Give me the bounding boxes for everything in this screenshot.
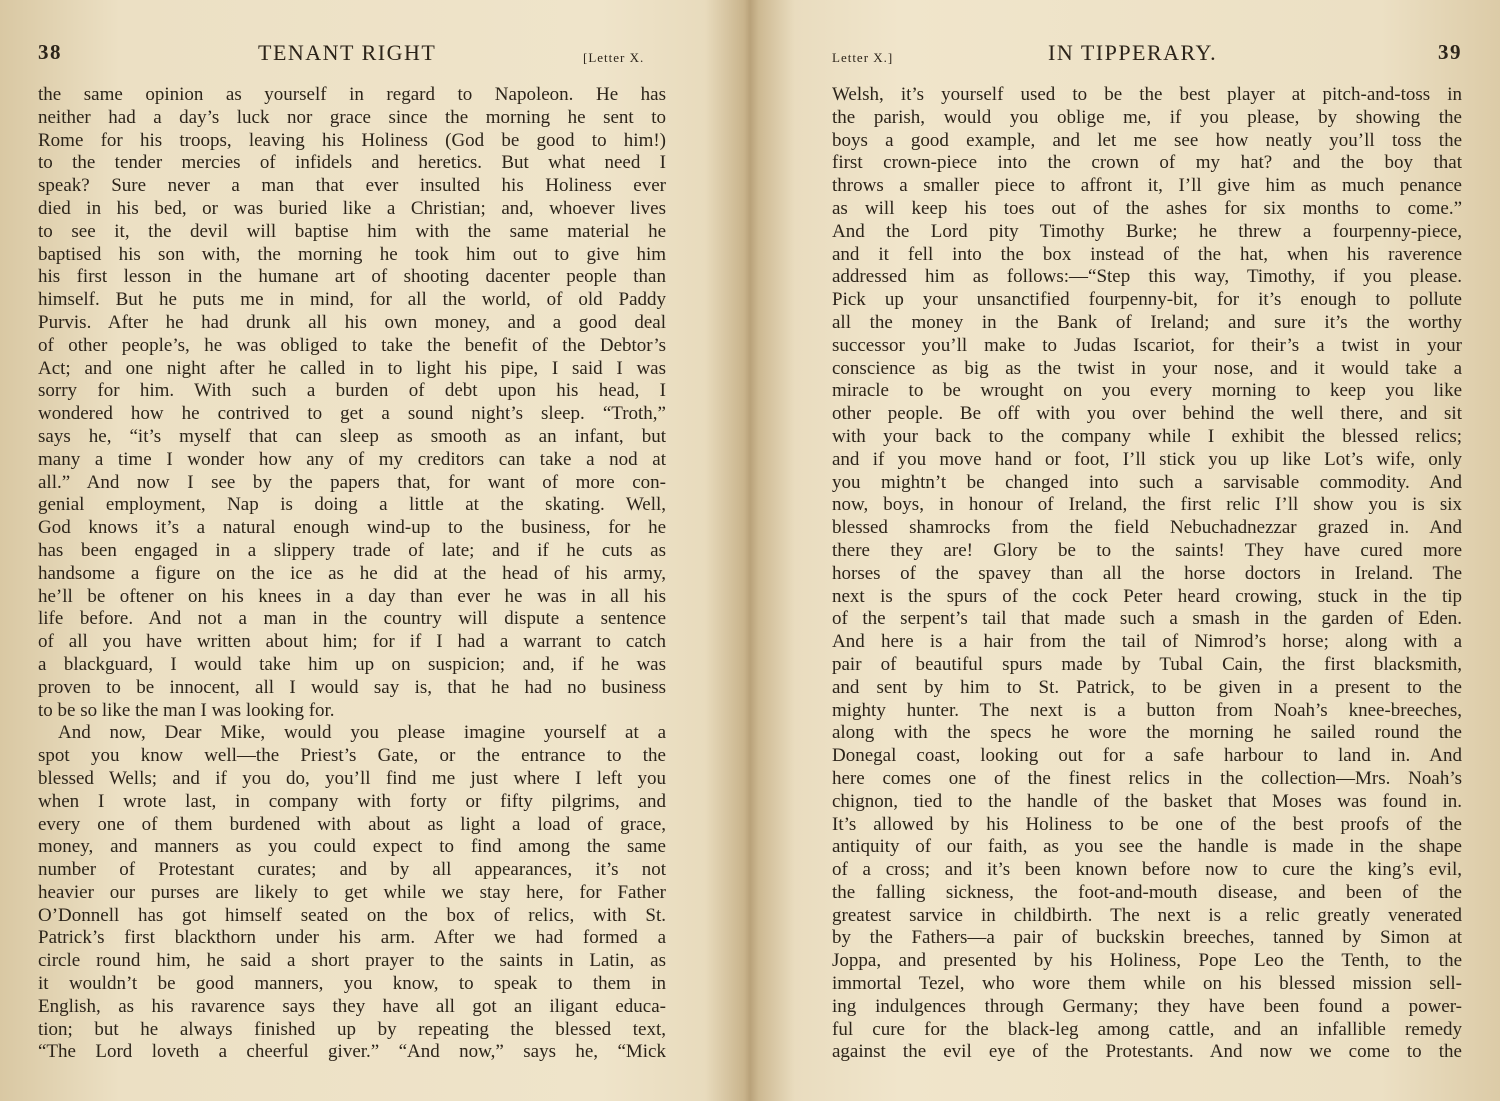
text-line: chignon, tied to the handle of the basket that Moses was found in. (832, 790, 1462, 812)
text-line: with your back to the company while I exhibit the blessed relics; (832, 425, 1462, 447)
text-line: and if you move hand or foot, I’ll stick you up like Lot’s wife, only (832, 448, 1462, 470)
text-line: miracle to be wrought on you every morning to keep you like (832, 380, 1462, 402)
text-line: you mightn’t be changed into such a sarvisable commodity. And (832, 471, 1462, 493)
text-line: Pick up your unsanctified fourpenny-bit, for it’s enough to pollute (832, 289, 1462, 311)
text-line: Donegal coast, looking out for a safe harbour to land in. And (832, 745, 1462, 767)
text-line: of other people’s, he was obliged to take the benefit of the Debtor’s (38, 334, 666, 356)
text-line: speak? Sure never a man that ever insulted his Holiness ever (38, 175, 666, 197)
letter-reference: Letter X.] (832, 50, 894, 65)
text-line: greatest sarvice in childbirth. The next is a relic greatly venerated (832, 904, 1462, 926)
right-page-text (832, 84, 1462, 1064)
running-title: TENANT RIGHT (258, 40, 437, 65)
right-page (752, 0, 1500, 1101)
text-line: himself. But he puts me in mind, for all the world, of old Paddy (38, 289, 666, 311)
text-line: against the evil eye of the Protestants. And now we come to the (832, 1041, 1462, 1063)
letter-reference: [Letter X. (583, 50, 645, 65)
page-number: 39 (1438, 40, 1462, 64)
text-line: all the money in the Bank of Ireland; and sure it’s the worthy (832, 311, 1462, 333)
text-line: heavier our purses are likely to get while we stay here, for Father (38, 881, 666, 903)
text-line: antiquity of our faith, as you see the handle is made in the shape (832, 836, 1462, 858)
left-page-text (38, 84, 666, 1064)
text-line: addressed him as follows:—“Step this way, Timothy, if you please. (832, 266, 1462, 288)
text-line: died in his bed, or was buried like a Christian; and, whoever lives (38, 197, 666, 219)
text-line: Welsh, it’s yourself used to be the best player at pitch-and-toss in (832, 84, 1462, 105)
text-line: and it fell into the box instead of the hat, when his raverence (832, 243, 1462, 265)
text-line: neither had a day’s luck nor grace since the morning he sent to (38, 106, 666, 128)
text-line: conscience as big as the twist in your nose, and it would take a (832, 357, 1462, 379)
text-line: it wouldn’t be good manners, you know, to speak to them in (38, 973, 666, 995)
text-line: by the Fathers—a pair of buckskin breeches, tanned by Simon at (832, 927, 1462, 949)
text-line: there they are! Glory be to the saints! They have cured more (832, 539, 1462, 561)
text-line: tion; but he always finished up by repeating the blessed text, (38, 1018, 666, 1040)
text-line: money, and manners as you could expect to find among the same (38, 836, 666, 858)
text-line: It’s allowed by his Holiness to be one of the best proofs of the (832, 813, 1462, 835)
text-line: number of Protestant curates; and by all appearances, it’s not (38, 859, 666, 881)
text-line: ful cure for the black-leg among cattle, and an infallible remedy (832, 1018, 1462, 1040)
page-number: 38 (38, 40, 62, 64)
text-line: many a time I wonder how any of my creditors can take a nod at (38, 448, 666, 470)
text-line: other people. Be off with you over behind the well there, and sit (832, 403, 1462, 425)
text-line: ing indulgences through Germany; they have been found a power- (832, 995, 1462, 1017)
text-line: here comes one of the finest relics in the collection—Mrs. Noah’s (832, 767, 1462, 789)
text-line: all.” And now I see by the papers that, for want of more con- (38, 471, 666, 493)
text-line: Purvis. After he had drunk all his own money, and a good deal (38, 311, 666, 333)
text-line: now, boys, in honour of Ireland, the first relic I’ll show you is six (832, 494, 1462, 516)
text-line: And the Lord pity Timothy Burke; he threw a fourpenny-piece, (832, 220, 1462, 242)
text-line: English, as his ravarence says they have all got an iligant educa- (38, 995, 666, 1017)
text-line: says he, “it’s myself that can sleep as smooth as an infant, but (38, 425, 666, 447)
text-line: throws a smaller piece to affront it, I’ll give him as much penance (832, 175, 1462, 197)
text-line: proven to be innocent, all I would say is, that he had no business (38, 676, 666, 698)
text-line: pair of beautiful spurs made by Tubal Cain, the first blacksmith, (832, 653, 1462, 675)
text-line: to see it, the devil will baptise him with the same material he (38, 220, 666, 242)
text-line: the same opinion as yourself in regard to Napoleon. He has (38, 84, 666, 105)
text-line: successor you’ll make to Judas Iscariot, for their’s a twist in your (832, 334, 1462, 356)
text-line: first crown-piece into the crown of my hat? and the boy that (832, 152, 1462, 174)
text-line: And here is a hair from the tail of Nimrod’s horse; along with a (832, 631, 1462, 653)
text-line: as will keep his toes out of the ashes for six months to come.” (832, 197, 1462, 219)
text-line: to the tender mercies of infidels and heretics. But what need I (38, 152, 666, 174)
text-line: spot you know well—the Priest’s Gate, or the entrance to the (38, 745, 666, 767)
text-line: has been engaged in a slippery trade of late; and if he cuts as (38, 539, 666, 561)
text-line: life before. And not a man in the country will dispute a sentence (38, 608, 666, 630)
text-line: boys a good example, and let me see how neatly you’ll toss the (832, 129, 1462, 151)
text-line: Rome for his troops, leaving his Holiness (God be good to him!) (38, 129, 666, 151)
text-line: his first lesson in the humane art of shooting dacenter people than (38, 266, 666, 288)
text-line: a blackguard, I would take him up on suspicion; and, if he was (38, 653, 666, 675)
text-line: of a cross; and it’s been known before now to cure the king’s evil, (832, 859, 1462, 881)
left-page-header (38, 34, 666, 84)
text-line: God knows it’s a natural enough wind-up to the business, for he (38, 517, 666, 539)
text-line: Patrick’s first blackthorn under his arm. After we had formed a (38, 927, 666, 949)
text-line: next is the spurs of the cock Peter heard crowing, stuck in the tip (832, 585, 1462, 607)
text-line: sorry for him. With such a burden of debt upon his head, I (38, 380, 666, 402)
text-line: blessed Wells; and if you do, you’ll find me just where I left you (38, 767, 666, 789)
left-page (0, 0, 748, 1101)
text-line: Joppa, and presented by his Holiness, Pope Leo the Tenth, to the (832, 950, 1462, 972)
text-line: of the serpent’s tail that made such a smash in the garden of Eden. (832, 608, 1462, 630)
text-line: genial employment, Nap is doing a little at the skating. Well, (38, 494, 666, 516)
text-line: to be so like the man I was looking for. (38, 699, 335, 721)
text-line: O’Donnell has got himself seated on the box of relics, with St. (38, 904, 666, 926)
text-line: every one of them burdened with about as light a load of grace, (38, 813, 666, 835)
text-line: handsome a figure on the ice as he did at the head of his army, (38, 562, 666, 584)
text-line: the falling sickness, the foot-and-mouth disease, and been of the (832, 881, 1462, 903)
running-title: IN TIPPERARY. (1048, 40, 1218, 65)
text-line: along with the specs he wore the morning he sailed round the (832, 722, 1462, 744)
text-line: baptised his son with, the morning he took him out to give him (38, 243, 666, 265)
text-line: and sent by him to St. Patrick, to be given in a present to the (832, 676, 1462, 698)
text-line: immortal Tezel, who wore them while on his blessed mission sell- (832, 973, 1462, 995)
text-line: he’ll be oftener on his knees in a day than ever he was in all his (38, 585, 666, 607)
text-line: when I wrote last, in company with forty or fifty pilgrims, and (38, 790, 666, 812)
text-line: the parish, would you oblige me, if you please, by showing the (832, 106, 1462, 128)
text-line: of all you have written about him; for if I had a warrant to catch (38, 631, 666, 653)
text-line: blessed shamrocks from the field Nebuchadnezzar grazed in. And (832, 517, 1462, 539)
text-line: circle round him, he said a short prayer to the saints in Latin, as (38, 950, 666, 972)
text-line: Act; and one night after he called in to light his pipe, I said I was (38, 357, 666, 379)
text-line: “The Lord loveth a cheerful giver.” “And now,” says he, “Mick (38, 1041, 666, 1063)
text-line: And now, Dear Mike, would you please imagine yourself at a (58, 722, 666, 744)
text-line: mighty hunter. The next is a button from Noah’s knee-breeches, (832, 699, 1462, 721)
text-line: wondered how he contrived to get a sound night’s sleep. “Troth,” (38, 403, 666, 425)
text-line: horses of the spavey than all the horse doctors in Ireland. The (832, 562, 1462, 584)
right-page-header (832, 34, 1462, 84)
